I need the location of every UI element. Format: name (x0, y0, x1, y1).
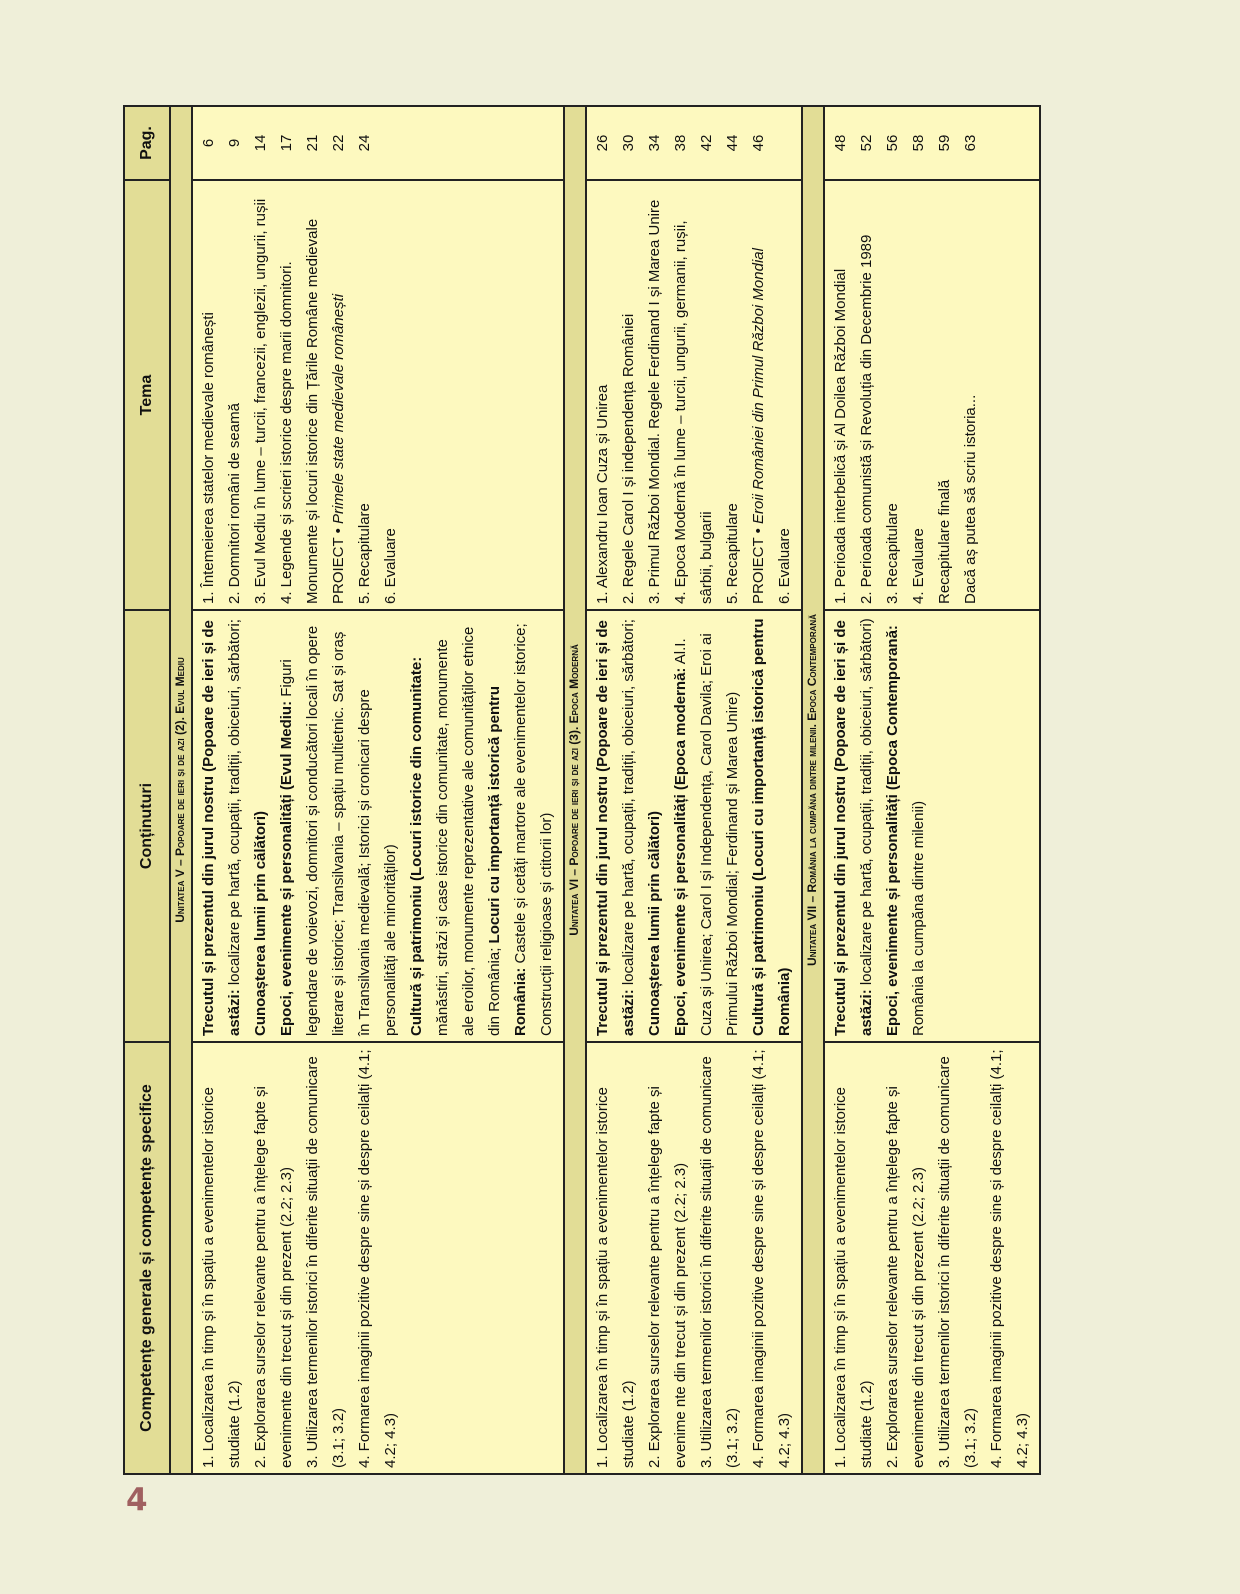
header-pag: Pag. (124, 106, 170, 180)
page-ref: 26 (594, 134, 611, 152)
unit-title (170, 106, 192, 1474)
tema-item[interactable] (248, 186, 274, 604)
page-ref: 44 (724, 134, 741, 152)
tema-text: 4. Epoca Modernă în lume – turcii, ungurii, germanii, rușii, sârbii, bulgarii (672, 220, 715, 604)
continut-bold: Cultură și patrimoniu (Locuri istorice din comunitate: (408, 656, 425, 1036)
tema-item[interactable] (828, 186, 854, 604)
tema-text: 6. Evaluare (776, 528, 793, 604)
header-competente: Competențe generale și competențe specifice (124, 1042, 170, 1474)
header-tema: Tema (124, 180, 170, 610)
unit-title (564, 106, 586, 1474)
continut-text: localizare pe hartă, ocupații, tradiții, obiceiuri, sărbători; (620, 619, 637, 990)
continuturi-cell (824, 610, 1040, 1042)
page-ref: 58 (910, 134, 927, 152)
page-ref: 14 (252, 134, 269, 152)
continut-bold: Epoci, evenimente și personalități (Evul Mediu: (278, 700, 295, 1036)
table-body (170, 106, 1040, 1474)
unit-title-row (802, 106, 824, 1474)
tema-item[interactable] (222, 186, 248, 604)
page-ref: 52 (858, 134, 875, 152)
tema-item[interactable] (590, 186, 616, 604)
continut-bold: Epoci, evenimente și personalități (Epoca modernă: (672, 667, 689, 1036)
continut-text: localizare pe hartă, ocupații, tradiții, obiceiuri, sărbători) (858, 618, 875, 990)
competenta-item: 1. Localizarea în timp și în spațiu a evenimentelor istorice studiate (1.2) (832, 1086, 875, 1468)
tema-text: 2. Domnitori români de seamă (226, 403, 243, 604)
unit-content-row (586, 106, 802, 1474)
curriculum-table-wrap (123, 107, 1031, 1475)
continut-bold: Cultură și patrimoniu (Locuri cu importanță istorică pentru România) (750, 618, 793, 1036)
tema-text: 6. Evaluare (382, 528, 399, 604)
unit-title-text: Unitatea VI – Popoare de ieri și de azi (3). Epoca Modernă (567, 644, 581, 936)
competenta-item: 4. Formarea imaginii pozitive despre sine și despre ceilalți (4.1; 4.2; 4.3) (750, 1049, 793, 1468)
competenta-item: 4. Formarea imaginii pozitive despre sine și despre ceilalți (4.1; 4.2; 4.3) (988, 1049, 1031, 1468)
tema-text: PROIECT • (750, 524, 767, 604)
rotated-table-frame (123, 107, 1031, 1475)
tema-item[interactable] (772, 186, 798, 604)
tema-text: Recapitulare finală (936, 479, 953, 604)
tema-italic: Primele state medievale românești (330, 293, 347, 524)
unit-title-text: Unitatea V – Popoare de ieri și de azi (2). Evul Mediu (173, 657, 187, 923)
competenta-item: 3. Utilizarea termenilor istorici în diferite situații de comunicare (3.1; 3.2) (698, 1056, 741, 1468)
tema-text: 3. Evul Mediu în lume – turcii, francezii, englezii, ungurii, rușii (252, 198, 269, 604)
header-continuturi: Conținuturi (124, 610, 170, 1042)
tema-text: 4. Legende și scrieri istorice despre marii domnitori. Monumente și locuri istorice din Țările Române medievale (278, 218, 321, 604)
tema-item[interactable] (906, 186, 932, 604)
competente-cell (586, 1042, 802, 1474)
continuturi-cell (586, 610, 802, 1042)
continut-bold: Trecutul și prezentul din jurul nostru (Popoare de ieri și de astăzi: (200, 620, 243, 1036)
continut-text: Castele și cetăți martore ale evenimentelor istorice; Construcții religioase și ctitorii lor) (512, 623, 555, 1036)
tema-item[interactable] (720, 186, 746, 604)
page-ref: 24 (356, 134, 373, 152)
page-ref: 6 (200, 138, 217, 148)
competenta-item: 2. Explorarea surselor relevante pentru a înțelege fapte și evenimente din trecut și din prezent (2.2; 2.3) (252, 1086, 295, 1468)
tema-text: 1. Întemeierea statelor medievale românești (200, 312, 217, 604)
tema-text: 5. Recapitulare (356, 503, 373, 604)
competenta-item: 4. Formarea imaginii pozitive despre sine și despre ceilalți (4.1; 4.2; 4.3) (356, 1049, 399, 1468)
competenta-item: 1. Localizarea în timp și în spațiu a evenimentelor istorice studiate (1.2) (594, 1086, 637, 1468)
page-ref: 9 (226, 138, 243, 148)
continuturi-cell (192, 610, 564, 1042)
pag-cell (824, 106, 1040, 180)
tema-cell (192, 180, 564, 610)
tema-item[interactable] (932, 186, 958, 604)
competenta-item: 2. Explorarea surselor relevante pentru a înțelege fapte și evenimente din trecut și din prezent (2.2; 2.3) (884, 1086, 927, 1468)
unit-content-row (192, 106, 564, 1474)
tema-item[interactable] (378, 186, 404, 604)
tema-item[interactable] (326, 186, 352, 604)
tema-text: PROIECT • (330, 524, 347, 604)
tema-text: 3. Primul Război Mondial. Regele Ferdinand I și Marea Unire (646, 199, 663, 604)
competenta-item: 3. Utilizarea termenilor istorici în diferite situații de comunicare (3.1; 3.2) (304, 1056, 347, 1468)
competente-cell (192, 1042, 564, 1474)
tema-cell (586, 180, 802, 610)
continut-bold: Locuri cu importanță istorică pentru România: (486, 685, 529, 1036)
competente-cell (824, 1042, 1040, 1474)
continut-bold: Epoci, evenimente și personalități (Epoca Contemporană: (884, 625, 901, 1036)
tema-item[interactable] (668, 186, 720, 604)
tema-text: Dacă aș putea să scriu istoria... (962, 394, 979, 604)
unit-title-text: Unitatea VII – România la cumpăna dintre milenii. Epoca Contemporană (805, 614, 819, 966)
tema-item[interactable] (642, 186, 668, 604)
continut-text: localizare pe hartă, ocupații, tradiții, obiceiuri, sărbători; (226, 619, 243, 990)
page-ref: 34 (646, 134, 663, 152)
continut-text: Figuri legendare de voievozi, domnitori și conducători locali în opere literare și istorice; Transilvania – spațiu multietnic. Sat și oraș în Transilvania medievală; Istorici și cronicari despre personalități ale minorităților) (278, 625, 399, 1036)
competenta-item: 3. Utilizarea termenilor istorici în diferite situații de comunicare (3.1; 3.2) (936, 1056, 979, 1468)
tema-text: 4. Evaluare (910, 528, 927, 604)
continut-bold: Trecutul și prezentul din jurul nostru (Popoare de ieri și de astăzi: (832, 620, 875, 1036)
tema-item[interactable] (854, 186, 880, 604)
header-row (124, 106, 170, 1474)
competenta-item: 1. Localizarea în timp și în spațiu a evenimentelor istorice studiate (1.2) (200, 1086, 243, 1468)
unit-content-row (824, 106, 1040, 1474)
pag-cell (586, 106, 802, 180)
tema-text: 3. Recapitulare (884, 503, 901, 604)
continut-bold: Cunoașterea lumii prin călători) (646, 810, 663, 1036)
tema-text: 2. Regele Carol I și independența României (620, 313, 637, 604)
page-ref: 63 (962, 134, 979, 152)
tema-text: 1. Perioada interbelică și Al Doilea Război Mondial (832, 268, 849, 604)
page-number: 4 (126, 1482, 148, 1518)
tema-italic: Eroii României din Primul Război Mondial (750, 248, 767, 524)
tema-item[interactable] (880, 186, 906, 604)
unit-title (802, 106, 824, 1474)
unit-title-row (564, 106, 586, 1474)
page-ref: 30 (620, 134, 637, 152)
tema-item[interactable] (746, 186, 772, 604)
unit-title-row (170, 106, 192, 1474)
continut-text: mănăstiri, străzi și case istorice din comunitate, monumente ale eroilor, monumente reprezentative ale comunităților etnice din România; (434, 626, 503, 1036)
tema-cell (824, 180, 1040, 610)
page-ref: 56 (884, 134, 901, 152)
continut-bold: Trecutul și prezentul din jurul nostru (Popoare de ieri și de astăzi: (594, 620, 637, 1036)
page-ref: 48 (832, 134, 849, 152)
tema-text: 1. Alexandru Ioan Cuza și Unirea (594, 384, 611, 604)
page-ref: 21 (304, 134, 321, 152)
tema-text: 5. Recapitulare (724, 503, 741, 604)
page-ref: 46 (750, 134, 767, 152)
continut-bold: Cunoașterea lumii prin călători) (252, 810, 269, 1036)
competenta-item: 2. Explorarea surselor relevante pentru a înțelege fapte și evenime nte din trecut și din prezent (2.2; 2.3) (646, 1086, 689, 1468)
page-ref: 59 (936, 134, 953, 152)
continut-text: România la cumpăna dintre milenii) (910, 800, 927, 1036)
tema-item[interactable] (958, 186, 984, 604)
tema-item[interactable] (274, 186, 326, 604)
page-ref: 17 (278, 134, 295, 152)
page-ref: 22 (330, 134, 347, 152)
pag-cell (192, 106, 564, 180)
tema-item[interactable] (616, 186, 642, 604)
continut-text: Al.I. Cuza și Unirea; Carol I și Independența, Carol Davila; Eroi ai Primului Război Mondial; Ferdinand și Marea Unire) (672, 633, 741, 1036)
tema-item[interactable] (352, 186, 378, 604)
page-ref: 38 (672, 134, 689, 152)
curriculum-table (123, 105, 1041, 1475)
tema-item[interactable] (196, 186, 222, 604)
tema-text: 2. Perioada comunistă și Revoluția din Decembrie 1989 (858, 234, 875, 604)
page-ref: 42 (698, 134, 715, 152)
